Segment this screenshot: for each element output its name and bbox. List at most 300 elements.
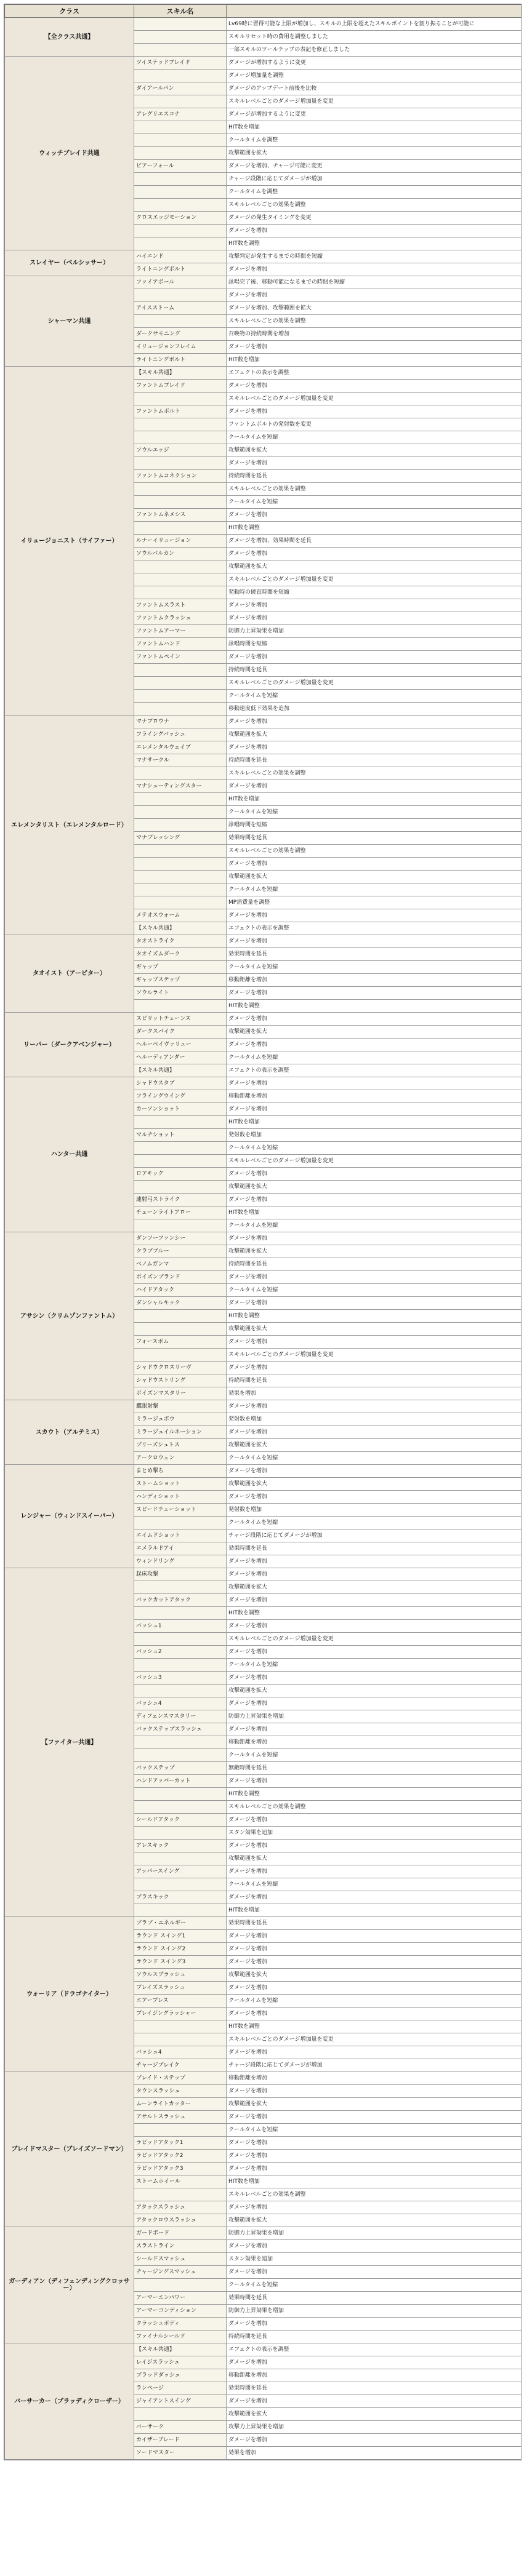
skill-name-cell: ポイズンブランド (134, 1271, 227, 1284)
change-description-cell: ダメージを増加 (227, 2318, 522, 2331)
change-description-cell: クールタイムを短縮 (227, 431, 522, 444)
skill-name-cell (134, 1349, 227, 1362)
skill-name-cell (134, 1788, 227, 1801)
change-description-cell: HIT数を調整 (227, 522, 522, 535)
skill-name-cell: ライトニングボルト (134, 354, 227, 367)
skill-name-cell: アーマーエンパワー (134, 2292, 227, 2305)
skill-name-cell: ランページ (134, 2382, 227, 2395)
change-description-cell: ダメージを増加 (227, 1168, 522, 1181)
change-description-cell: 効果を増加 (227, 2447, 522, 2460)
change-description-cell: HIT数を調整 (227, 1310, 522, 1323)
change-description-cell: 攻撃範囲を拡大 (227, 871, 522, 883)
skill-name-cell: アークロウェン (134, 1452, 227, 1465)
change-description-cell: ダメージを増加 (227, 1336, 522, 1349)
class-cell: ウォーリア（ドラゴナイター） (5, 1917, 134, 2072)
skill-name-cell: ファントムボルト (134, 405, 227, 418)
skill-name-cell: アレグリエスコナ (134, 108, 227, 121)
skill-name-cell (134, 431, 227, 444)
change-description-cell: ダメージを増加 (227, 1077, 522, 1090)
skill-name-cell (134, 1581, 227, 1594)
skill-name-cell: エアーブレス (134, 1995, 227, 2008)
skill-name-cell (134, 147, 227, 160)
skill-name-cell (134, 134, 227, 147)
change-description-cell: ダメージを増加 (227, 1297, 522, 1310)
change-description-cell: エフェクトの表示を調整 (227, 922, 522, 935)
change-description-cell: ダメージを増加 (227, 289, 522, 302)
class-cell: ウィッチブレイド共通 (5, 57, 134, 250)
change-description-cell: HIT数を調整 (227, 2020, 522, 2033)
table-row (5, 367, 522, 380)
skill-name-cell: ソウルライト (134, 987, 227, 1000)
change-description-cell: スキルレベルごとの効果を調整 (227, 767, 522, 780)
skill-name-cell: シールドアタック (134, 1814, 227, 1827)
change-description-cell: 移動距離を増加 (227, 2369, 522, 2382)
change-description-cell: ダメージを増加 (227, 716, 522, 728)
change-description-cell: スキルレベルごとのダメージ増加量を変更 (227, 393, 522, 405)
skill-name-cell: ファントムブレイド (134, 380, 227, 393)
skill-name-cell: アレスキック (134, 1840, 227, 1852)
skill-name-cell: ファントムハンド (134, 638, 227, 651)
change-description-cell: 攻撃力上昇効果を増加 (227, 2421, 522, 2434)
skill-name-cell: ギャップステップ (134, 974, 227, 987)
change-description-cell: 攻撃範囲を拡大 (227, 147, 522, 160)
skill-name-cell: カイザーブレード (134, 2434, 227, 2447)
change-description-cell: 攻撃範囲を拡大 (227, 1245, 522, 1258)
skill-name-cell (134, 1852, 227, 1865)
change-description-cell: ダメージを増加 (227, 741, 522, 754)
change-description-cell: ダメージを増加 (227, 548, 522, 560)
table-row (5, 1917, 522, 1930)
change-description-cell: ダメージを増加 (227, 2356, 522, 2369)
change-description-cell: スキルレベルごとの効果を調整 (227, 199, 522, 212)
skill-name-cell: ディフェンスマスタリー (134, 1710, 227, 1723)
change-description-cell: クールタイムを短縮 (227, 1142, 522, 1155)
change-description-cell: 攻撃範囲を拡大 (227, 1478, 522, 1491)
change-description-cell: 攻撃範囲を拡大 (227, 444, 522, 457)
change-description-cell: ダメージを増加 (227, 2240, 522, 2253)
skill-name-cell (134, 418, 227, 431)
change-description-cell: HIT数を増加 (227, 793, 522, 806)
skill-name-cell (134, 289, 227, 302)
skill-name-cell (134, 1904, 227, 1917)
skill-name-cell: ヘルーディアンダー (134, 1051, 227, 1064)
change-description-cell: ダメージを増加 (227, 341, 522, 354)
change-description-cell: ダメージの発生タイミングを変更 (227, 212, 522, 225)
skill-name-cell: ソウルバルカン (134, 548, 227, 560)
change-description-cell: 防御力上昇効果を増加 (227, 625, 522, 638)
change-description-cell: 攻撃範囲を拡大 (227, 1026, 522, 1039)
change-description-cell: 攻撃範囲を拡大 (227, 2098, 522, 2111)
skill-name-cell: 【スキル共通】 (134, 2343, 227, 2356)
table-row (5, 250, 522, 263)
change-description-cell: 効果時間を延長 (227, 2382, 522, 2395)
change-description-cell: クールタイムを短縮 (227, 1749, 522, 1762)
change-description-cell: HIT数を増加 (227, 121, 522, 134)
skill-name-cell: バックステップスラッシュ (134, 1723, 227, 1736)
skill-name-cell (134, 845, 227, 858)
change-description-cell: 一部スキルのツールチップの表記を修正しました (227, 44, 522, 57)
table-row (5, 57, 522, 70)
change-description-cell: ダメージを増加 (227, 1013, 522, 1026)
skill-name-cell: ブラッドダッシュ (134, 2369, 227, 2382)
change-description-cell: 効果時間を延長 (227, 1917, 522, 1930)
change-description-cell: チャージ段階に応じてダメージが増加 (227, 173, 522, 186)
skill-name-cell: ギャップ (134, 961, 227, 974)
skill-name-cell: ラウンド スイング1 (134, 1930, 227, 1943)
skill-name-cell: ソウルエッジ (134, 444, 227, 457)
change-description-cell: ダメージを増加 (227, 987, 522, 1000)
change-description-cell: ダメージを増加 (227, 1568, 522, 1581)
skill-name-cell: マナサークル (134, 754, 227, 767)
skill-name-cell (134, 1310, 227, 1323)
skill-name-cell (134, 883, 227, 896)
change-description-cell: 防御力上昇効果を増加 (227, 2305, 522, 2318)
change-description-cell: ダメージを増加 (227, 1465, 522, 1478)
skill-name-cell: タウンスラッシュ (134, 2085, 227, 2098)
skill-name-cell: ダンソーファンシー (134, 1232, 227, 1245)
skill-name-cell (134, 173, 227, 186)
table-body (5, 18, 522, 2460)
change-description-cell: 持続時間を延長 (227, 1258, 522, 1271)
skill-name-cell: マルチショット (134, 1129, 227, 1142)
skill-name-cell: ブレイズスラッシュ (134, 1982, 227, 1995)
skill-name-cell: ストームホイール (134, 2175, 227, 2188)
skill-name-cell: スピリットチェーンス (134, 1013, 227, 1026)
change-description-cell: スタン効果を追加 (227, 2253, 522, 2266)
table-header-row (5, 5, 522, 18)
class-cell: 【全クラス共通】 (5, 18, 134, 57)
skill-name-cell (134, 1736, 227, 1749)
change-description-cell: 攻撃範囲を拡大 (227, 1581, 522, 1594)
change-description-cell: 持続時間を延長 (227, 1374, 522, 1387)
change-description-cell: スキルレベルごとのダメージ増加量を変更 (227, 95, 522, 108)
header-desc (227, 5, 522, 18)
skill-name-cell: チェーンライトアロー (134, 1206, 227, 1219)
table-row (5, 1013, 522, 1026)
class-cell: タオイスト（アービター） (5, 935, 134, 1013)
skill-name-cell (134, 1633, 227, 1646)
change-description-cell: ダメージを増加 (227, 612, 522, 625)
skill-name-cell: チャージブレイク (134, 2059, 227, 2072)
change-description-cell: ダメージ増加量を調整 (227, 70, 522, 82)
skill-name-cell: まとめ撃ち (134, 1465, 227, 1478)
skill-name-cell: レイジスラッシュ (134, 2356, 227, 2369)
change-description-cell: ダメージを増加 (227, 1891, 522, 1904)
skill-name-cell: タオイズムダーク (134, 948, 227, 961)
change-description-cell: ファントムボルトの発射数を変更 (227, 418, 522, 431)
change-description-cell: ダメージを増加 (227, 2150, 522, 2163)
skill-name-cell: シールドスマッシュ (134, 2253, 227, 2266)
skill-name-cell: バックステップ (134, 1762, 227, 1775)
table-row (5, 2072, 522, 2085)
skill-name-cell (134, 70, 227, 82)
change-description-cell: スキルレベルごとの効果を調整 (227, 1801, 522, 1814)
class-cell: ガーディアン（ディフェンディングクロッサー） (5, 2227, 134, 2343)
change-description-cell: クールタイムを短縮 (227, 690, 522, 703)
skill-name-cell: フォースボム (134, 1336, 227, 1349)
skill-name-cell (134, 690, 227, 703)
skill-name-cell (134, 1607, 227, 1620)
change-description-cell: 防御力上昇効果を増加 (227, 2227, 522, 2240)
skill-name-cell (134, 767, 227, 780)
change-description-cell: ダメージを増加 (227, 1491, 522, 1504)
change-description-cell: ダメージを増加 (227, 1697, 522, 1710)
change-description-cell: ダメージを増加 (227, 1039, 522, 1051)
skill-name-cell: クラブブルー (134, 1245, 227, 1258)
skill-name-cell (134, 121, 227, 134)
skill-name-cell (134, 793, 227, 806)
skill-name-cell (134, 186, 227, 199)
skill-name-cell: イリュージョンフレイム (134, 341, 227, 354)
skill-name-cell: ブレイド・ステップ (134, 2072, 227, 2085)
change-description-cell: ダメージを増加、効果時間を延長 (227, 535, 522, 548)
skill-name-cell: 起床攻撃 (134, 1568, 227, 1581)
table-row (5, 1232, 522, 1245)
change-description-cell: 発射数を増加 (227, 1504, 522, 1517)
skill-name-cell (134, 2020, 227, 2033)
change-description-cell: 召喚物の持続時間を増加 (227, 328, 522, 341)
skill-name-cell (134, 1659, 227, 1672)
class-cell: 【ファイター共通】 (5, 1568, 134, 1917)
skill-name-cell (134, 1219, 227, 1232)
change-description-cell: ダメージを増加 (227, 1840, 522, 1852)
skill-name-cell: スラストライン (134, 2240, 227, 2253)
change-description-cell: スキルリセット時の費用を調整しました (227, 31, 522, 44)
change-description-cell: HIT数を増加 (227, 1206, 522, 1219)
change-description-cell: ダメージを増加 (227, 1620, 522, 1633)
skill-name-cell (134, 483, 227, 496)
skill-name-cell: ダンシャルキック (134, 1297, 227, 1310)
class-cell: レンジャー（ウィンドスイーパー） (5, 1465, 134, 1568)
skill-name-cell (134, 1181, 227, 1194)
change-description-cell: ダメージを増加 (227, 1956, 522, 1969)
change-description-cell: HIT数を調整 (227, 237, 522, 250)
skill-name-cell (134, 237, 227, 250)
skill-name-cell (134, 2188, 227, 2201)
change-description-cell: ダメージが増加するように変更 (227, 57, 522, 70)
change-description-cell: スキルレベルごとのダメージ増加量を変更 (227, 1633, 522, 1646)
change-description-cell: MP消費量を調整 (227, 896, 522, 909)
skill-name-cell (134, 1878, 227, 1891)
skill-name-cell: ファントムアーマー (134, 625, 227, 638)
change-description-cell: ダメージを増加 (227, 1814, 522, 1827)
skill-name-cell: マナブロウナ (134, 716, 227, 728)
skill-name-cell: アーマーコンディション (134, 2305, 227, 2318)
skill-name-cell: バッシュ4 (134, 2046, 227, 2059)
skill-name-cell (134, 1685, 227, 1697)
skill-name-cell: エレメンタルウェイブ (134, 741, 227, 754)
class-cell: エレメンタリスト（エレメンタルロード） (5, 716, 134, 935)
change-description-cell: HIT数を増加 (227, 2175, 522, 2188)
change-description-cell: クールタイムを短縮 (227, 883, 522, 896)
change-description-cell: クールタイムを調整 (227, 186, 522, 199)
change-description-cell: ダメージを増加 (227, 909, 522, 922)
change-description-cell: ダメージを増加 (227, 2046, 522, 2059)
change-description-cell: 効果を増加 (227, 1387, 522, 1400)
change-description-cell: 移動距離を増加 (227, 974, 522, 987)
skill-name-cell: ブラスキック (134, 1891, 227, 1904)
class-cell: バーサーカー（ブラッディクローザー） (5, 2343, 134, 2460)
skill-name-cell: マナシューティングスター (134, 780, 227, 793)
skill-name-cell (134, 2124, 227, 2137)
change-description-cell: クールタイムを短縮 (227, 2279, 522, 2292)
table-row (5, 1077, 522, 1090)
skill-name-cell (134, 2408, 227, 2421)
change-description-cell: ダメージを増加 (227, 935, 522, 948)
change-description-cell: ダメージを増加 (227, 1982, 522, 1995)
change-description-cell: クールタイムを調整 (227, 134, 522, 147)
change-description-cell: ダメージを増加 (227, 2163, 522, 2175)
change-description-cell: 効果時間を延長 (227, 2292, 522, 2305)
skill-name-cell (134, 858, 227, 871)
table-row (5, 18, 522, 31)
skill-name-cell: ツイステッドブレイド (134, 57, 227, 70)
change-description-cell: ダメージを増加 (227, 225, 522, 237)
skill-name-cell: ファントムクラッシュ (134, 612, 227, 625)
skill-name-cell: ジャイアントスイング (134, 2395, 227, 2408)
change-description-cell: ダメージを増加 (227, 2111, 522, 2124)
change-description-cell: ダメージを増加 (227, 457, 522, 470)
skill-name-cell (134, 1116, 227, 1129)
skill-name-cell (134, 1801, 227, 1814)
change-description-cell: クールタイムを短縮 (227, 496, 522, 509)
skill-name-cell (134, 315, 227, 328)
skill-name-cell: カーソンショット (134, 1103, 227, 1116)
class-cell: ブレイドマスター（ブレイズソードマン） (5, 2072, 134, 2227)
skill-name-cell: アッパースイング (134, 1865, 227, 1878)
skill-name-cell: ファイアボール (134, 276, 227, 289)
skill-name-cell: ルナーイリュージョン (134, 535, 227, 548)
change-description-cell: ダメージを増加 (227, 2395, 522, 2408)
skill-name-cell: クロスエッジモーション (134, 212, 227, 225)
change-description-cell: ダメージを増加 (227, 599, 522, 612)
skill-name-cell: マナブレッシング (134, 832, 227, 845)
change-description-cell: HIT数を調整 (227, 1000, 522, 1013)
change-description-cell: 詠唱時間を短縮 (227, 638, 522, 651)
change-description-cell: HIT数を増加 (227, 1904, 522, 1917)
change-description-cell: Lv69時に習得可能な上限が増加し、スキルの上限を超えたスキルポイントを割り振ることが可能に (227, 18, 522, 31)
skill-name-cell: エメラルドアイ (134, 1542, 227, 1555)
skill-name-cell: ロアキック (134, 1168, 227, 1181)
skill-name-cell: ラウンド スイング2 (134, 1943, 227, 1956)
change-description-cell: ダメージを増加 (227, 2008, 522, 2020)
change-description-cell: ダメージを増加 (227, 780, 522, 793)
change-description-cell: 効果時間を延長 (227, 1542, 522, 1555)
skill-name-cell (134, 677, 227, 690)
skill-name-cell: ファイナルシールド (134, 2331, 227, 2343)
change-description-cell: 攻撃範囲を拡大 (227, 1685, 522, 1697)
skill-name-cell: バッシュ2 (134, 1646, 227, 1659)
change-description-cell: 攻撃判定が発生するまでの時間を短縮 (227, 250, 522, 263)
change-description-cell: ダメージを増加 (227, 1646, 522, 1659)
skill-name-cell: ウィンドリング (134, 1555, 227, 1568)
change-description-cell: 移動速度低下効果を追加 (227, 703, 522, 716)
skill-name-cell: ハイエンド (134, 250, 227, 263)
change-description-cell: クールタイムを短縮 (227, 961, 522, 974)
change-description-cell: エフェクトの表示を調整 (227, 1064, 522, 1077)
change-description-cell: ダメージのアップデート前後を比較 (227, 82, 522, 95)
change-description-cell: チャージ段階に応じてダメージが増加 (227, 1529, 522, 1542)
skill-name-cell (134, 871, 227, 883)
skill-name-cell: フライングウイング (134, 1090, 227, 1103)
change-description-cell: ダメージを増加 (227, 1232, 522, 1245)
skill-name-cell: スピードチェーショット (134, 1504, 227, 1517)
change-description-cell: ダメージを増加 (227, 1775, 522, 1788)
skill-name-cell: アイスストーム (134, 302, 227, 315)
skill-name-cell (134, 18, 227, 31)
change-description-cell: クールタイムを短縮 (227, 2124, 522, 2137)
skill-name-cell: ラウンド スイング3 (134, 1956, 227, 1969)
change-description-cell: クールタイムを短縮 (227, 1995, 522, 2008)
change-description-cell: 攻撃範囲を拡大 (227, 1439, 522, 1452)
skill-name-cell: アタックロウスラッシュ (134, 2214, 227, 2227)
change-description-cell: 詠唱時間を短縮 (227, 819, 522, 832)
skill-name-cell: ファントムネメシス (134, 509, 227, 522)
skill-name-cell (134, 1155, 227, 1168)
skill-name-cell (134, 586, 227, 599)
change-description-cell: HIT数を増加 (227, 1116, 522, 1129)
change-description-cell: スキルレベルごとの効果を調整 (227, 2188, 522, 2201)
change-description-cell: 攻撃範囲を拡大 (227, 1969, 522, 1982)
change-description-cell: ダメージを増加 (227, 1723, 522, 1736)
change-description-cell: ダメージを増加 (227, 509, 522, 522)
skill-name-cell (134, 1517, 227, 1529)
table-row (5, 276, 522, 289)
skill-name-cell: ラピッドアタック1 (134, 2137, 227, 2150)
change-description-cell: ダメージを増加 (227, 858, 522, 871)
skill-name-cell: ブリーズシュトス (134, 1439, 227, 1452)
skill-name-cell: ラピッドアタック2 (134, 2150, 227, 2163)
table-row (5, 2227, 522, 2240)
class-cell: リーパー（ダークアベンジャー） (5, 1013, 134, 1077)
skill-name-cell (134, 703, 227, 716)
change-description-cell: ダメージを増加 (227, 2085, 522, 2098)
skill-name-cell (134, 2033, 227, 2046)
change-description-cell: HIT数を調整 (227, 1788, 522, 1801)
change-description-cell: スキルレベルごとのダメージ増加量を変更 (227, 2033, 522, 2046)
change-description-cell: ダメージを増加、攻撃範囲を拡大 (227, 302, 522, 315)
skill-name-cell: ソードマスター (134, 2447, 227, 2460)
skill-name-cell: ミラージュボウ (134, 1413, 227, 1426)
change-description-cell: ダメージを増加 (227, 1194, 522, 1206)
skill-name-cell: バックカットアタック (134, 1594, 227, 1607)
skill-name-cell: ヘルーペイヴァリュー (134, 1039, 227, 1051)
skill-name-cell (134, 1323, 227, 1336)
skill-name-cell: ハンディショット (134, 1491, 227, 1504)
change-description-cell: ダメージを増加、チャージ可能に変更 (227, 160, 522, 173)
skill-name-cell: ファントムペイン (134, 651, 227, 664)
skill-name-cell: シャドウストリング (134, 1374, 227, 1387)
change-description-cell: クールタイムを短縮 (227, 1452, 522, 1465)
header-skill: スキル名 (134, 5, 227, 18)
skill-name-cell: ブレイジングラッシャー (134, 2008, 227, 2020)
change-description-cell: 持続時間を延長 (227, 470, 522, 483)
skill-name-cell: ミラージュイルネーション (134, 1426, 227, 1439)
change-description-cell: 攻撃範囲を拡大 (227, 1852, 522, 1865)
change-description-cell: ダメージを増加 (227, 1555, 522, 1568)
skill-name-cell (134, 31, 227, 44)
change-description-cell: 持続時間を延長 (227, 2331, 522, 2343)
class-cell: スカウト（アルテミス） (5, 1400, 134, 1465)
class-cell: ハンター共通 (5, 1077, 134, 1232)
skill-name-cell (134, 819, 227, 832)
skill-name-cell: シャドウスタブ (134, 1077, 227, 1090)
change-description-cell: スキルレベルごとのダメージ増加量を変更 (227, 1155, 522, 1168)
skill-name-cell: ソウルスプラッシュ (134, 1969, 227, 1982)
change-description-cell: 攻撃範囲を拡大 (227, 1323, 522, 1336)
change-description-cell: 攻撃範囲を拡大 (227, 560, 522, 573)
skill-name-cell: ハイドアタック (134, 1284, 227, 1297)
